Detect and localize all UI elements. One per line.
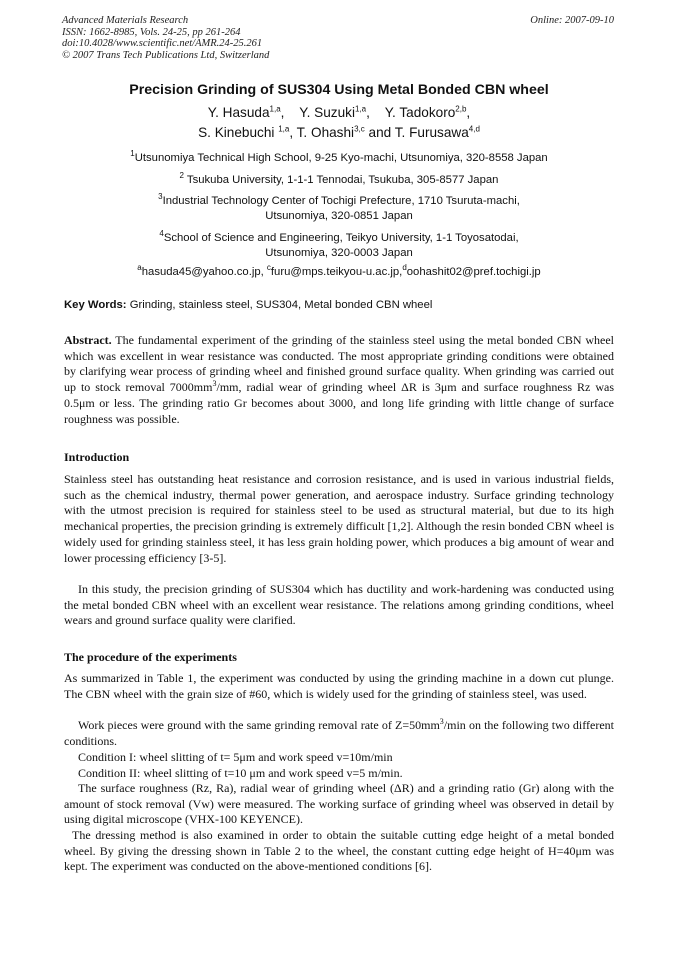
- author-line-1: Y. Hasuda$^{1,a}$, Y. Suzuki$^{1,a}$, Y. Tadokoro$^{2,b}$,: [207, 104, 471, 120]
- keywords-label: Key Words:: [64, 299, 127, 311]
- procedure-paragraph-1: As summarized in Table 1, the experiment was conducted by using the grinding machine in a down cut plunge. The CBN wheel with the grain size of #60, which is widely used for the grinding of stainless steel, was used.: [64, 671, 614, 701]
- doi-line: doi:10.4028/www.scientific.net/AMR.24-25.261: [62, 38, 263, 50]
- introduction-paragraph-1: Stainless steel has outstanding heat resistance and corrosion resistance, and is used in various industrial fields, such as the chemical industry, thermal power generation, and aerospace industry. Surface grinding technology with the utmost precision is required for stainless steel to be used as structural material, but due to its high mechanical properties, the precision grinding is extremely difficult [1,2]. Although the resin bonded CBN wheel is widely used for grinding stainless steel, it has less grain holding power, which produces a big amount of wear and lower processing efficiency [3-5].: [64, 472, 614, 565]
- affiliation-superscript: 4: [159, 229, 164, 239]
- condition-2: Condition II: wheel slitting of t=10 μm and work speed v=5 m/min.: [78, 766, 403, 780]
- abstract-superscript: 3: [212, 379, 217, 389]
- affiliation-text: Industrial Technology Center of Tochigi Prefecture, 1710 Tsuruta-machi,: [162, 195, 520, 207]
- author-superscript: 1,a: [354, 104, 367, 114]
- keywords-text: Grinding, stainless steel, SUS304, Metal bonded CBN wheel: [126, 299, 433, 311]
- keywords: [64, 299, 624, 311]
- author-name: Y. Suzuki: [299, 105, 355, 120]
- author-line-2: S. Kinebuchi $^{1,a}$, T. Ohashi$^{3,c}$ and T. Furusawa$^{4,d}$: [198, 124, 480, 140]
- affiliation-superscript: 1: [130, 149, 135, 159]
- author-name: S. Kinebuchi: [198, 125, 279, 140]
- affiliation-text: Utsunomiya, 320-0003 Japan: [265, 246, 413, 259]
- paper-title: Precision Grinding of SUS304 Using Metal Bonded CBN wheel: [129, 82, 549, 98]
- author-superscript: 1,a: [269, 104, 281, 114]
- email-superscript: a: [137, 263, 142, 273]
- issn-line: ISSN: 1662-8985, Vols. 24-25, pp 261-264: [62, 26, 241, 38]
- email-address: hasuda45@yahoo.co.jp,: [141, 266, 267, 278]
- abstract-label: Abstract.: [64, 333, 112, 347]
- procedure-paragraph-3: The surface roughness (Rz, Ra), radial wear of grinding wheel (ΔR) and a grinding ratio (Gr) along with the amount of stock removal (Vw) were measured. The working surface of grinding wheel was observed in detail by using digital microscope (VHX-100 KEYENCE).: [64, 781, 614, 827]
- introduction-heading: Introduction: [64, 450, 130, 464]
- abstract-text: /mm, radial wear of grinding wheel ΔR is 3μm and surface roughness Rz was 0.5μm or less. The grinding ratio Gr becomes about 3000, and long life grinding with little change of surface roughness was possible.: [64, 380, 614, 426]
- affiliation-3: [90, 194, 588, 224]
- affiliation-4: [90, 231, 588, 261]
- author-superscript: 3,c: [354, 124, 365, 134]
- journal-name: Advanced Materials Research: [62, 15, 189, 26]
- author-superscript: 4,d: [468, 124, 480, 134]
- introduction-paragraph-2: In this study, the precision grinding of SUS304 which has ductility and work-hardening was conducted using the metal bonded CBN wheel with an excellent wear resistance. The relations among grinding conditions, wheel wears and ground surface quality were clarified.: [64, 582, 614, 628]
- procedure-text: Work pieces were ground with the same grinding removal rate of Z=50mm: [78, 718, 440, 732]
- abstract: [64, 333, 614, 427]
- procedure-heading: The procedure of the experiments: [64, 650, 237, 664]
- email-superscript: c: [266, 263, 271, 273]
- copyright-line: © 2007 Trans Tech Publications Ltd, Switzerland: [62, 49, 270, 61]
- affiliation-superscript: 3: [158, 192, 163, 202]
- email-line: [70, 265, 608, 280]
- procedure-text: /min on the following two different conditions.: [64, 718, 614, 748]
- affiliation-text: Utsunomiya Technical High School, 9-25 Kyo-machi, Utsunomiya, 320-8558 Japan: [134, 152, 548, 164]
- abstract-text: The fundamental experiment of the grinding of the stainless steel using the metal bonded CBN wheel which was excellent in wear resistance was conducted. The most appropriate grinding conditions were obtained by clarifying wear process of grinding wheel and finished ground surface quality. When grinding was carried out up to stock removal 7000mm: [64, 333, 614, 395]
- affiliation-2: [90, 173, 588, 188]
- affiliation-text: School of Science and Engineering, Teikyo University, 1-1 Toyosatodai,: [163, 232, 519, 244]
- author-name: T. Ohashi: [296, 125, 355, 140]
- email-superscript: d: [402, 263, 407, 273]
- author-superscript: 1,a: [278, 124, 290, 134]
- online-date: Online: 2007-09-10: [530, 15, 614, 26]
- email-address: furu@mps.teikyou-u.ac.jp,: [270, 266, 403, 278]
- condition-1: Condition I: wheel slitting of t= 5μm and work speed v=10m/min: [78, 750, 393, 764]
- procedure-paragraph-2: [64, 718, 614, 749]
- author-name: and T. Furusawa: [368, 125, 469, 140]
- journal-header: [62, 15, 269, 61]
- email-address: oohashit02@pref.tochigi.jp: [406, 266, 541, 278]
- author-name: Y. Hasuda: [207, 105, 270, 120]
- affiliation-text: Utsunomiya, 320-0851 Japan: [265, 209, 413, 222]
- affiliation-1: [90, 151, 588, 166]
- affiliation-superscript: 2: [179, 171, 184, 181]
- author-superscript: 2,b: [455, 104, 467, 114]
- affiliation-text: Tsukuba University, 1-1-1 Tennodai, Tsukuba, 305-8577 Japan: [184, 174, 499, 186]
- procedure-superscript: 3: [439, 717, 444, 726]
- author-name: Y. Tadokoro: [384, 105, 456, 120]
- procedure-paragraph-4: The dressing method is also examined in order to obtain the suitable cutting edge height of a metal bonded wheel. By giving the dressing shown in Table 2 to the wheel, the constant cutting edge height of H=40μm was kept. The experiment was conducted on the above-mentioned conditions [6].: [64, 828, 614, 874]
